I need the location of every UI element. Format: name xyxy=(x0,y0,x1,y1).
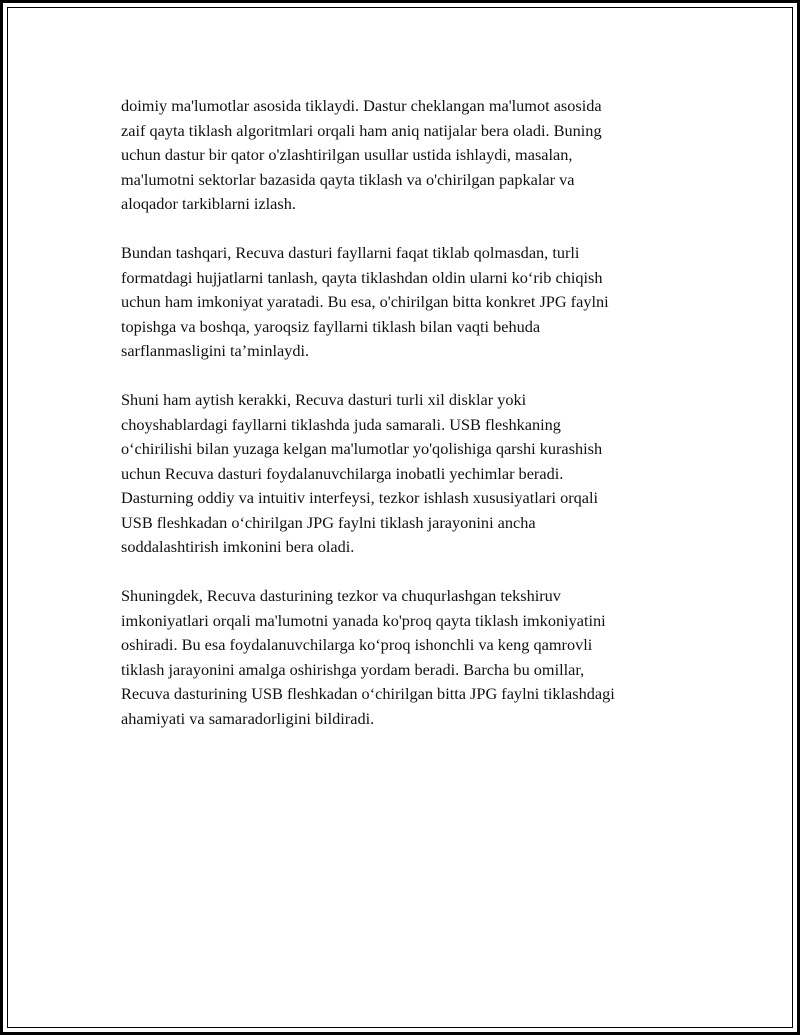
text-line: imkoniyatlari orqali ma'lumotni yanada ko'proq qayta tiklash imkoniyatini xyxy=(121,610,606,630)
text-line: aloqador tarkiblarni izlash. xyxy=(121,194,296,213)
text-line: USB fleshkadan o‘chirilgan JPG faylni tiklash jarayonini ancha xyxy=(121,512,536,532)
text-line: choyshablardagi fayllarni tiklashda juda samarali. USB fleshkaning xyxy=(121,414,561,434)
text-line: topishga va boshqa, yaroqsiz fayllarni tiklash bilan vaqti behuda xyxy=(121,316,541,336)
text-line: oshiradi. Bu esa foydalanuvchilarga ko‘proq ishonchli va keng qamrovli xyxy=(121,635,593,654)
text-line: Dasturning oddiy va intuitiv interfeysi, tezkor ishlash xususiyatlari orqali xyxy=(121,488,599,507)
text-line: zaif qayta tiklash algoritmlari orqali ham aniq natijalar bera oladi. Buning xyxy=(121,120,602,140)
paragraph-4 xyxy=(121,584,701,731)
text-line: sarflanmasligini ta’minlaydi. xyxy=(121,341,310,360)
text-line: soddalashtirish imkonini bera oladi. xyxy=(121,537,355,556)
text-line: doimiy ma'lumotlar asosida tiklaydi. Dastur cheklangan ma'lumot asosida xyxy=(121,96,602,115)
document-body xyxy=(121,94,701,756)
text-line: ahamiyati va samaradorligini bildiradi. xyxy=(121,708,375,728)
text-line: Shuni ham aytish kerakki, Recuva dasturi turli xil disklar yoki xyxy=(121,390,527,409)
text-line: tiklash jarayonini amalga oshirishga yordam beradi. Barcha bu omillar, xyxy=(121,659,585,679)
text-line: ma'lumotni sektorlar bazasida qayta tiklash va o'chirilgan papkalar va xyxy=(121,169,575,189)
text-line: formatdagi hujjatlarni tanlash, qayta tiklashdan oldin ularni ko‘rib chiqish xyxy=(121,267,603,287)
text-line: Shuningdek, Recuva dasturining tezkor va chuqurlashgan tekshiruv xyxy=(121,586,561,605)
text-line: o‘chirilishi bilan yuzaga kelgan ma'lumotlar yo'qolishiga qarshi kurashish xyxy=(121,439,603,458)
paragraph-1 xyxy=(121,94,701,217)
text-line: uchun ham imkoniyat yaratadi. Bu esa, o'chirilgan bitta konkret JPG faylni xyxy=(121,292,609,311)
text-line: Recuva dasturining USB fleshkadan o‘chirilgan bitta JPG faylni tiklashdagi xyxy=(121,684,615,703)
text-line: Bundan tashqari, Recuva dasturi fayllarni faqat tiklab qolmasdan, turli xyxy=(121,243,580,262)
paragraph-2 xyxy=(121,241,701,364)
text-line: uchun Recuva dasturi foydalanuvchilarga inobatli yechimlar beradi. xyxy=(121,463,564,483)
paragraph-3 xyxy=(121,388,701,560)
text-line: uchun dastur bir qator o'zlashtirilgan usullar ustida ishlaydi, masalan, xyxy=(121,145,573,164)
